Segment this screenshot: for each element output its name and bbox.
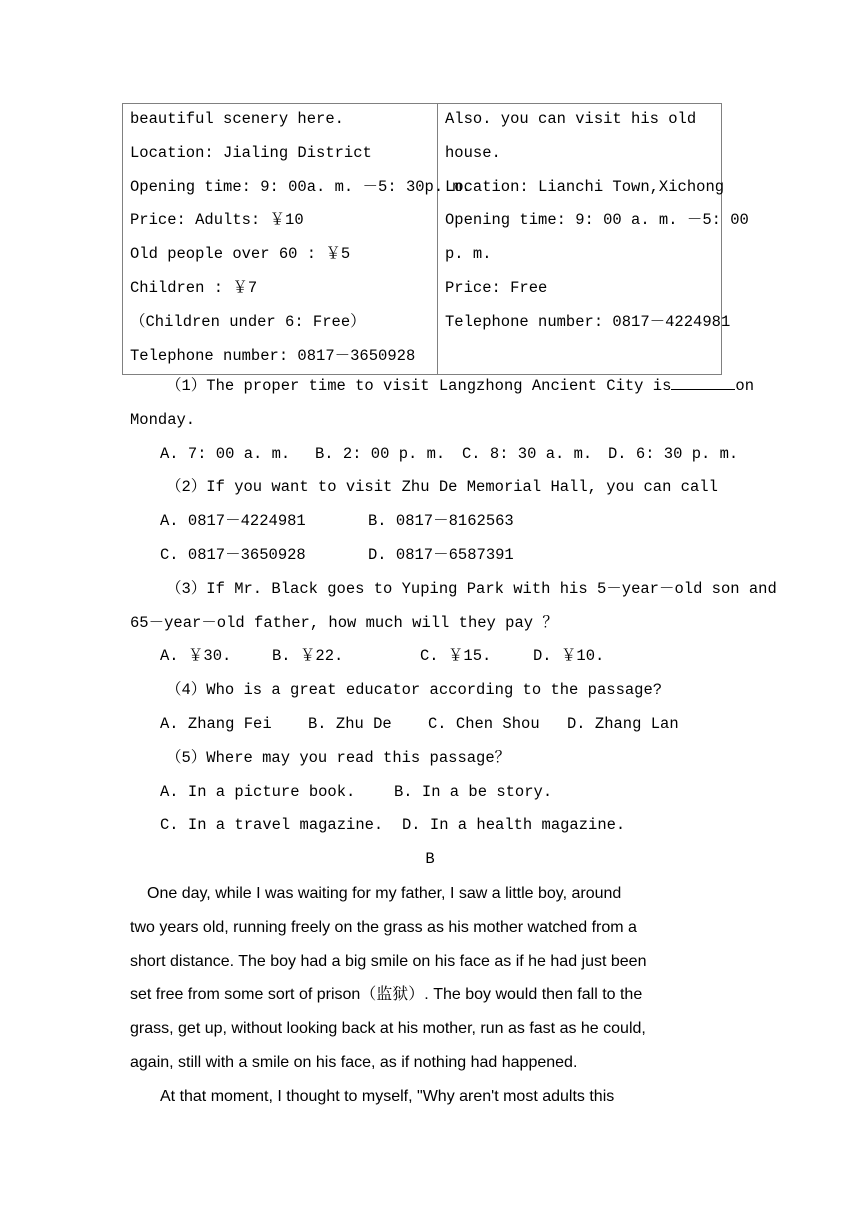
- question-3-options: [130, 640, 730, 674]
- table-line: Price: Free: [445, 278, 548, 297]
- option: B. 2: 00 p. m.: [315, 444, 446, 463]
- table-line: Telephone number: 0817－3650928: [130, 346, 416, 365]
- table-line: Location: Jialing District: [130, 143, 372, 162]
- table-line: Also. you can visit his old: [445, 110, 697, 128]
- table-line: （Children under 6: Free）: [130, 312, 366, 331]
- paragraph-line: short distance. The boy had a big smile on his face as if he had just been: [130, 952, 647, 970]
- option: A. ￥30.: [160, 647, 232, 666]
- table-line: p. m.: [445, 245, 492, 264]
- paragraph-line: again, still with a smile on his face, as if nothing had happened.: [130, 1053, 578, 1071]
- table-line: house.: [445, 143, 501, 162]
- question-5: （5）Where may you read this passage？: [166, 748, 511, 767]
- question-1-cont: Monday.: [130, 410, 196, 429]
- option: D. Zhang Lan: [567, 714, 679, 733]
- option: A. 0817－4224981: [160, 512, 306, 531]
- info-table: [122, 103, 749, 375]
- option: D. 6: 30 p. m.: [608, 444, 739, 463]
- question-3-cont: 65－year－old father, how much will they pay ？: [130, 613, 558, 632]
- paragraph-line: set free from some sort of prison（监狱）. The boy would then fall to the: [130, 986, 643, 1004]
- option: C. In a travel magazine.: [160, 816, 384, 835]
- option: B. In a be story.: [394, 782, 553, 801]
- question-2: （2）If you want to visit Zhu De Memorial Hall, you can call: [166, 478, 718, 497]
- table-cell-left: [123, 104, 472, 374]
- table-line: Location: Lianchi Town,Xichong: [445, 177, 725, 196]
- option: D. ￥10.: [533, 647, 605, 666]
- option: C. ￥15.: [420, 647, 492, 666]
- paragraph-line: One day, while I was waiting for my father, I saw a little boy, around: [147, 884, 622, 902]
- table-line: Opening time: 9: 00 a. m. －5: 00: [445, 211, 749, 230]
- question-2-options: [130, 539, 730, 573]
- table-line: beautiful scenery here.: [130, 110, 344, 128]
- question-4: （4）Who is a great educator according to the passage?: [166, 681, 663, 700]
- option: B. 0817－8162563: [368, 512, 514, 531]
- option: A. 7: 00 a. m.: [160, 444, 291, 463]
- option: B. ￥22.: [272, 647, 344, 666]
- table-cell-right: [438, 104, 755, 374]
- table-line: Telephone number: 0817－4224981: [445, 312, 731, 331]
- paragraph-line: grass, get up, without looking back at his mother, run as fast as he could,: [130, 1020, 646, 1038]
- option: B. Zhu De: [308, 714, 392, 733]
- option: C. 8: 30 a. m.: [462, 444, 593, 463]
- question-1-stem-end: on: [735, 377, 754, 395]
- paragraph-line: At that moment, I thought to myself, "Why aren't most adults this: [160, 1087, 615, 1105]
- table-line: Children : ￥7: [130, 278, 258, 297]
- option: A. In a picture book.: [160, 782, 356, 801]
- questions-section: [130, 370, 777, 1114]
- table-line: Old people over 60 : ￥5: [130, 245, 351, 264]
- question-1: [130, 370, 754, 404]
- question-2-options: [130, 505, 730, 539]
- question-5-options: [130, 809, 730, 843]
- question-1-options: [130, 438, 739, 472]
- question-4-options: [130, 708, 730, 742]
- option: D. In a health magazine.: [402, 816, 626, 835]
- option: C. Chen Shou: [428, 714, 540, 733]
- section-heading: B: [425, 850, 435, 869]
- answer-blank: [671, 375, 735, 390]
- table-line: Price: Adults: ￥10: [130, 211, 304, 230]
- paragraph-line: two years old, running freely on the grass as his mother watched from a: [130, 918, 637, 936]
- question-5-options: [130, 776, 730, 810]
- option: D. 0817－6587391: [368, 545, 514, 564]
- option: C. 0817－3650928: [160, 545, 306, 564]
- question-3: （3）If Mr. Black goes to Yuping Park with his 5－year－old son and: [166, 579, 777, 598]
- table-line: Opening time: 9: 00a. m. －5: 30p. m.: [130, 177, 472, 196]
- question-1-stem: （1）The proper time to visit Langzhong Ancient City is: [166, 377, 672, 395]
- option: A. Zhang Fei: [160, 714, 272, 733]
